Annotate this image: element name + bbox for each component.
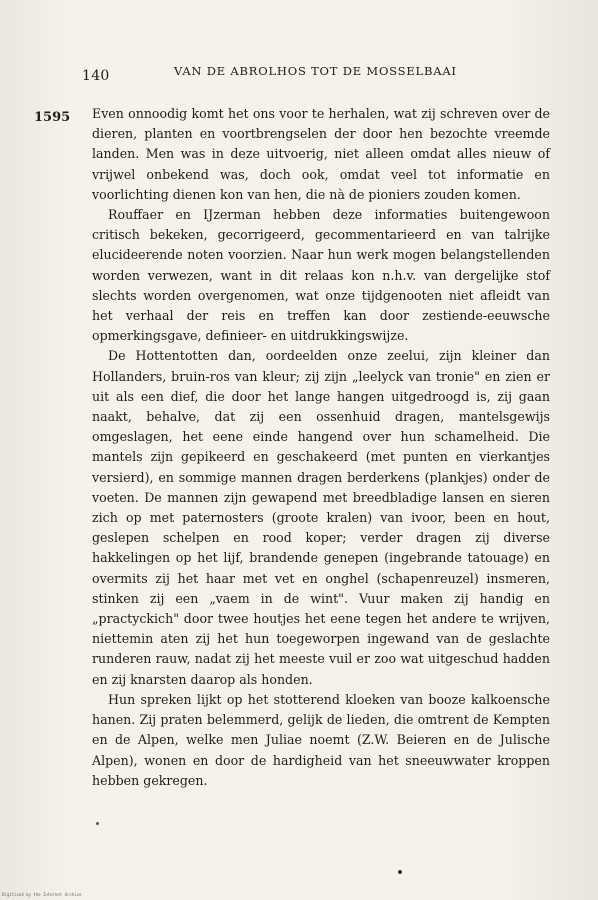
paragraph: Rouffaer en IJzerman hebben deze informaties buitengewoon critisch bekeken, gecorrigeerd, gecommentarieerd en van talrijke elucideerende noten voorzien. Naar hun werk mogen belangstellenden worden verwezen, want in dit relaas kon n.h.v. van dergelijke stof slechts worden overgenomen, wat onze tijdgenooten niet afleidt van het verhaal der reis en treffen kan door zestiende-eeuwsche opmerkingsgave, definieer- en uitdrukkingswijze. — [92, 207, 550, 344]
footer-note: Digitized by the Internet Archive — [2, 892, 82, 897]
paragraph: Hun spreken lijkt op het stotterend kloeken van booze kalkoensche hanen. Zij praten belemmerd, gelijk de lieden, die omtrent de Kempten en de Alpen, welke men Juliae noemt (Z.W. Beieren en de Julische Alpen), wonen en door de hardigheid van het sneeuwwater kroppen hebben gekregen. — [92, 691, 550, 788]
paragraph: De Hottentotten dan, oordeelden onze zeelui, zijn kleiner dan Hollanders, bruin-ros van kleur; zij zijn „leelyck van tronie" en zien er uit als een dief, die door het lange hangen uitgedroogd is, zij gaan naakt, behalve, dat zij een ossenhuid dragen, mantelsgewijs omgeslagen, het eene einde hangend over hun schamelheid. Die mantels zijn gepikeerd en geschakeerd (met punten en vierkantjes versierd), en sommige mannen dragen berderkens (plankjes) onder de voeten. De mannen zijn gewapend met breedbladige lansen en sieren zich op met paternosters (groote kralen) van ivoor, been en hout, geslepen schelpen en rood koper; verder dragen zij diverse hakkelingen op het lijf, brandende genepen (ingebrande tatouage) en overmits zij het haar met vet en onghel (schapenreuzel) insmeren, stinken zij een „vaem in de wint". Vuur maken zij handig en „practyckich" door twee houtjes het eene tegen het andere te wrijven, niettemin aten zij het hun toegeworpen ingewand van de geslachte runderen rauw, nadat zij het meeste vuil er zoo wat uitgeschud hadden en zij knarsten daarop als honden. — [92, 348, 550, 687]
ink-speck — [398, 870, 402, 874]
paragraph: Even onnoodig komt het ons voor te herhalen, wat zij schreven over de dieren, planten en voortbrengselen der door hen bezochte vreemde landen. Men was in deze uitvoerig, niet alleen omdat alles nieuw of vrijwel onbekend was, doch ook, omdat veel tot informatie en voorlichting dienen kon van hen, die nà de pioniers zouden komen. — [92, 106, 550, 202]
page-number: 140 — [82, 68, 110, 84]
margin-year: 1595 — [34, 110, 71, 125]
body-text — [92, 104, 550, 791]
running-head: VAN DE ABROLHOS TOT DE MOSSELBAAI — [174, 64, 457, 78]
ink-speck — [96, 822, 99, 825]
